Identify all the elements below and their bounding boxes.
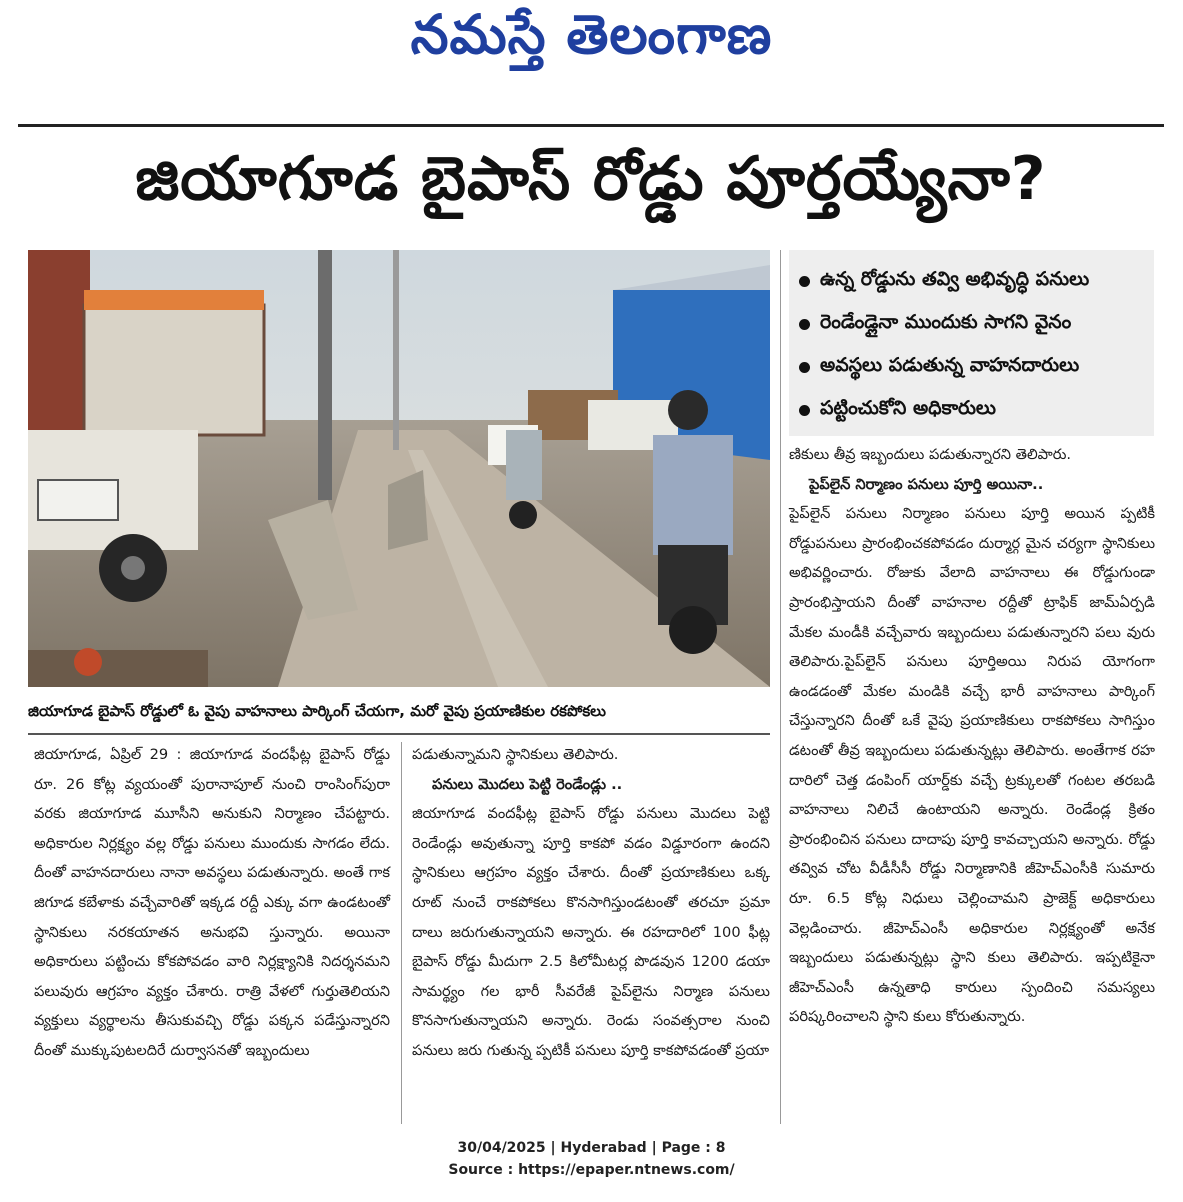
article-paragraph: జియాగూడ వందఫీట్ల బైపాస్ రోడ్డు పనులు మొదలు పెట్టి రెండేండ్లు అవుతున్నా పూర్తి కాకపో వడం విడ్డూరంగా ఉందని స్థానికులు ఆగ్రహం వ్యక్తం చేశారు. దీంతో ప్రయాణికులు ఒక్క రూట్ నుంచే రాకపోకలు కొనసాగిస్తుండటంతో తరచూ ప్రమా దాలు జరుగుతున్నాయని అన్నారు. ఈ రహదారిలో 100 ఫీట్ల బైపాస్ రోడ్డు మీదుగా 2.5 కిలోమీటర్ల పొడవున 1200 డయా సామర్థ్యం గల భారీ సీవరేజీ పైప్‌లైను నిర్మాణ పనులు కొనసాగుతున్నాయని అన్నారు. రెండు సంవత్సరాల నుంచి పనులు జరు గుతున్న ప్పటికీ పనులు పూర్తి కాకపోవడంతో ప్రయా xyxy=(412,805,770,1059)
news-photo xyxy=(28,250,770,687)
newspaper-masthead xyxy=(0,0,1183,82)
article-column-3 xyxy=(789,440,1155,1032)
article-column-2 xyxy=(412,740,770,1066)
caption-divider xyxy=(28,733,770,735)
highlight-item xyxy=(799,346,1144,389)
photo-caption-text: జియాగూడ బైపాస్ రోడ్డులో ఓ వైపు వాహనాలు పార్కింగ్ చేయగా, మరో వైపు ప్రయాణికుల రకపోకలు xyxy=(28,702,606,720)
footer-source: Source : https://epaper.ntnews.com/ xyxy=(448,1162,735,1178)
bullet-dot-icon xyxy=(799,362,810,373)
highlight-text: ఉన్న రోడ్డును తవ్వి అభివృద్ధి పనులు xyxy=(820,268,1090,290)
highlight-text: రెండేండ్లైనా ముందుకు సాగని వైనం xyxy=(820,311,1072,333)
highlight-item xyxy=(799,260,1144,303)
article-paragraph: పైప్‌లైన్ పనులు నిర్మాణం పనులు పూర్తి అయిన ప్పటికీ రోడ్డుపనులు ప్రారంభించకపోవడం దుర్మార్గ మైన చర్యగా స్థానికులు అభివర్ణించారు. రోజుకు వేలాది వాహనాలు ఈ రోడ్డుగుండా ప్రారంభిస్తాయని దీంతో వాహనాల రద్దీతో ట్రాఫిక్ జామ్‌ఏర్పడి మేకల మండీకి వచ్చేవారు ఇబ్బందులు పడుతున్నారని పలు వురు తెలిపారు.పైప్‌లైన్ పనులు పూర్తిఅయి నిరుప యోగంగా ఉండడంతో మేకల మండికి వచ్చే భారీ వాహనాలు పార్కింగ్ చేస్తున్నారని దీంతో ఒకే వైపు ప్రయాణికులు రాకపోకలు సాగిస్తుం డటంతో తీవ్ర ఇబ్బందులు పడుతున్నట్లు తెలిపారు. అంతేగాక రహ దారిలో చెత్త డంపింగ్ యార్డ్‌కు వచ్చే ట్రక్కులతో గంటల తరబడి వాహనాలు నిలిచే ఉంటాయని అన్నారు. రెండేండ్ల క్రితం ప్రారంభించిన పనులు దాదాపు పూర్తి కావచ్చాయని అన్నారు. రోడ్డు తవ్వివ చోట వీడీసీసీ రోడ్డు నిర్మాణానికి జీహెచ్‌ఎంసీకి సుమారు రూ. 6.5 కోట్ల నిధులు చెల్లించామని ప్రాజెక్ట్ అధికారులు వెల్లడించారు. జీహెచ్‌ఎంసీ అధికారుల నిర్లక్ష్యంతో అనేక ఇబ్బందులు పడుతున్నట్లు స్థాని కులు తెలిపారు. ఇప్పటికైనా జీహెచ్‌ఎంసీ ఉన్నతాధి కారులు స్పందించి సమస్యలు పరిష్కరించాలని స్థాని కులు కోరుతున్నారు. xyxy=(789,505,1155,1026)
article-paragraph: జియాగూడ, ఏప్రిల్ 29 : జియాగూడ వందఫీట్ల బైపాస్ రోడ్డు రూ. 26 కోట్ల వ్యయంతో పురానాపూల్ నుంచి రాంసింగ్‌పురా వరకు జియాగూడ మూసీని అనుకుని నిర్మాణం చేపట్టారు. అధికారుల నిర్లక్ష్యం వల్ల రోడ్డు పనులు ముందుకు సాగడం లేదు. దీంతో వాహనదారులు నానా అవస్థలు పడుతున్నారు. అంతే గాక జిగూడ కబేళాకు వచ్చేవారితో ఇక్కడ రద్దీ ఎక్కు వగా ఉండటంతో స్థానికులు నరకయాతన అనుభవి స్తున్నారు. అయినా అధికారులు పట్టించు కోకపోవడం వారి నిర్లక్ష్యానికి నిదర్శనమని పలువురు ఆగ్రహం వ్యక్తం చేశారు. రాత్రి వేళలో గుర్తుతెలియని వ్యక్తులు వ్యర్థాలను తీసుకువచ్చి రోడ్డు పక్కన పడేస్తున్నారని దీంతో ముక్కుపుటలదిరే దుర్వాసనతో ఇబ్బందులు xyxy=(34,746,390,1059)
column-divider xyxy=(780,250,781,1124)
column-divider xyxy=(401,742,402,1124)
article-paragraph: పడుతున్నామని స్థానికులు తెలిపారు. xyxy=(412,746,619,763)
article-subheading: పైప్‌లైన్ నిర్మాణం పనులు పూర్తి అయినా.. xyxy=(809,475,1044,493)
masthead-divider xyxy=(18,124,1164,127)
footer-dateline: 30/04/2025 | Hyderabad | Page : 8 xyxy=(457,1140,726,1156)
highlight-item xyxy=(799,389,1144,432)
article-headline xyxy=(18,138,1164,234)
highlight-item xyxy=(799,303,1144,346)
highlights-box xyxy=(789,250,1154,436)
highlight-text: పట్టించుకోని అధికారులు xyxy=(820,397,996,419)
highlight-text: అవస్థలు పడుతున్న వాహనదారులు xyxy=(820,354,1080,376)
bullet-dot-icon xyxy=(799,405,810,416)
article-paragraph: ణికులు తీవ్ర ఇబ్బందులు పడుతున్నారని తెలిపారు. xyxy=(789,446,1072,463)
headline-text: జియాగూడ బైపాస్ రోడ్డు పూర్తయ్యేనా? xyxy=(135,144,1047,214)
bullet-dot-icon xyxy=(799,276,810,287)
masthead-title: నమస్తే తెలంగాణ xyxy=(410,2,773,66)
road-scene-illustration xyxy=(28,250,770,687)
article-column-1 xyxy=(34,740,390,1066)
photo-caption xyxy=(28,698,770,728)
article-subheading: పనులు మొదలు పెట్టి రెండేండ్లు .. xyxy=(432,775,623,793)
bullet-dot-icon xyxy=(799,319,810,330)
